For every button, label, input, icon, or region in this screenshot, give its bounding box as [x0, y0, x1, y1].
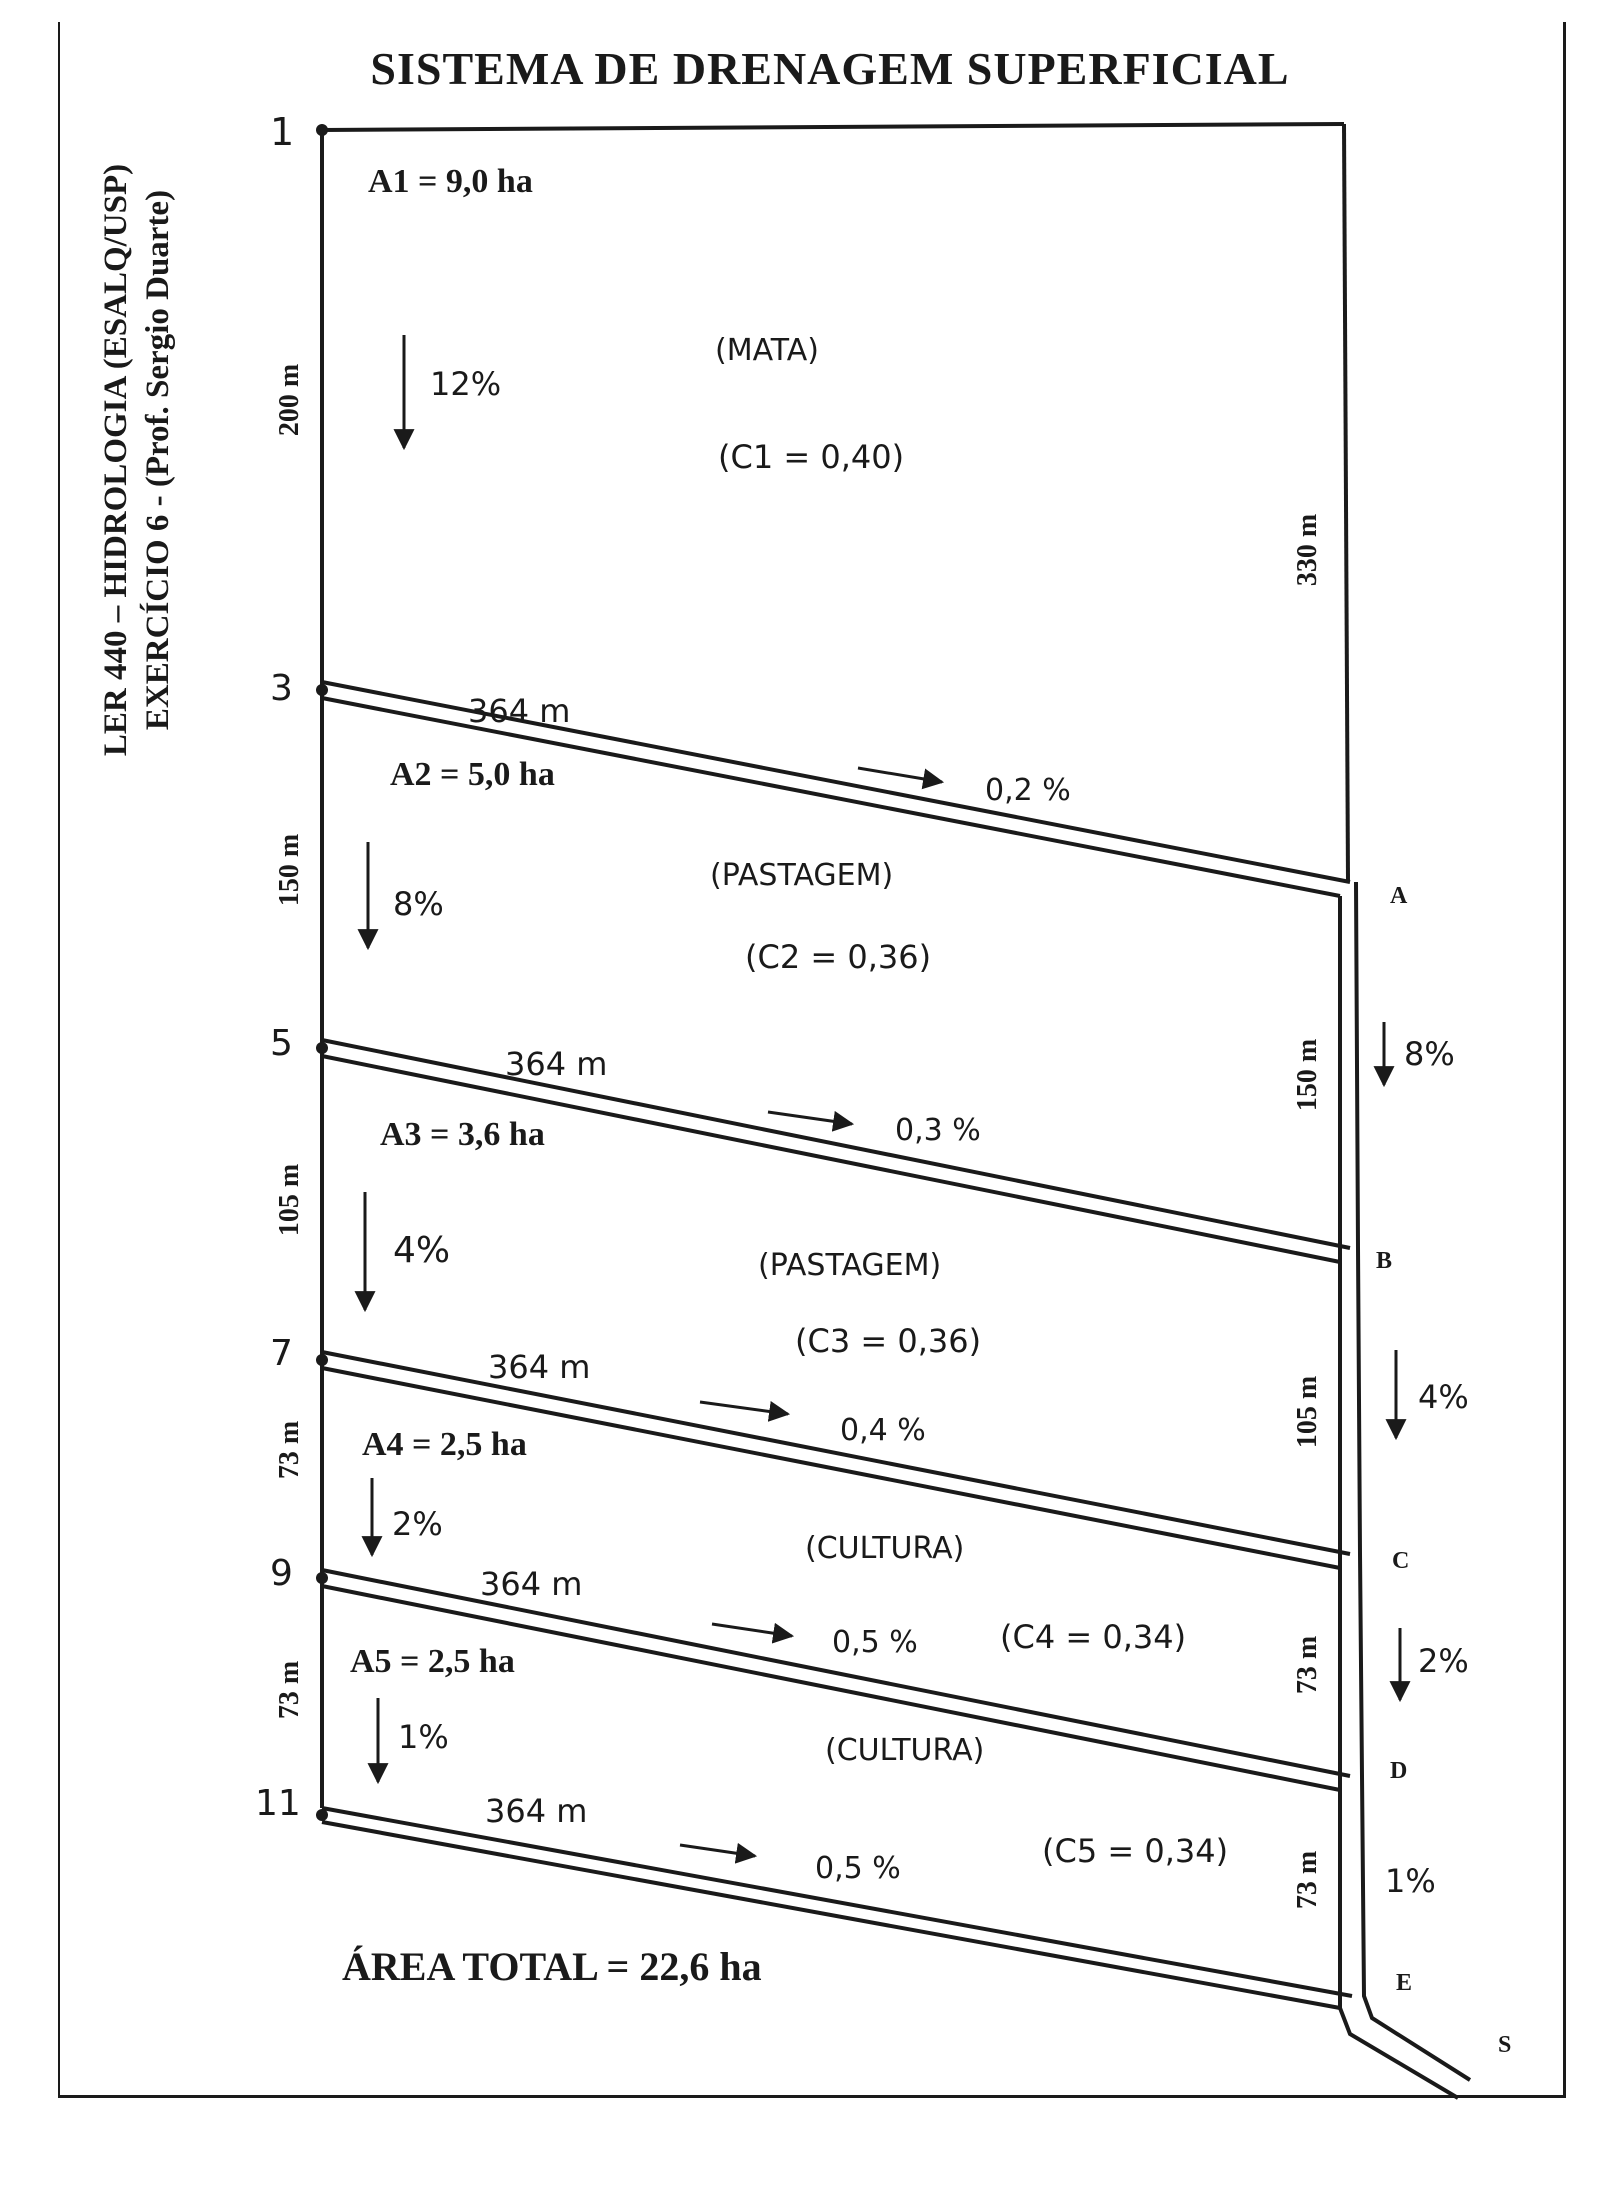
channel-5-length: 364 m [485, 1792, 588, 1830]
node-label-b: B [1376, 1248, 1393, 1274]
area-1-coefficient: (C1 = 0,40) [718, 438, 905, 476]
channel-5-slope: 0,5 % [815, 1851, 901, 1886]
node-label-d: D [1390, 1758, 1408, 1784]
channel-3-flow-arrow [700, 1402, 788, 1414]
node-label-5: 5 [270, 1023, 293, 1064]
channel-2-length: 364 m [505, 1045, 608, 1083]
area-1-slope: 12% [430, 365, 502, 403]
node-label-3: 3 [270, 668, 293, 709]
area-4-coefficient: (C4 = 0,34) [1000, 1618, 1187, 1656]
slope-a-b: 8% [1404, 1035, 1455, 1073]
node-label-9: 9 [270, 1553, 293, 1594]
area-5 [350, 1565, 1228, 1870]
area-1-label: A1 = 9,0 ha [368, 163, 533, 200]
slope-d-e: 1% [1385, 1862, 1436, 1900]
slope-c-d: 2% [1418, 1642, 1469, 1680]
area-3-land-use: (PASTAGEM) [758, 1248, 942, 1283]
area-2-label: A2 = 5,0 ha [390, 756, 555, 793]
area-5-label: A5 = 2,5 ha [350, 1643, 515, 1680]
length-d-e: 73 m [1292, 1850, 1323, 1910]
area-2-slope: 8% [393, 885, 444, 923]
slope-b-c: 4% [1418, 1378, 1469, 1416]
length-c-d: 73 m [1292, 1635, 1323, 1695]
node-dot-11 [316, 1809, 328, 1821]
area-1-land-use: (MATA) [715, 333, 820, 368]
right-lengths [1292, 514, 1323, 1909]
top-boundary [322, 124, 1344, 130]
length-b-c: 105 m [1292, 1375, 1323, 1449]
channel-4-slope: 0,5 % [832, 1625, 918, 1660]
node-dot-3 [316, 684, 328, 696]
channel-1-slope: 0,2 % [985, 773, 1071, 808]
channel-1-flow-arrow [858, 768, 942, 782]
area-4 [362, 1348, 1186, 1656]
area-3-coefficient: (C3 = 0,36) [795, 1322, 982, 1360]
length-right-top: 330 m [1292, 513, 1323, 587]
channel-2-flow-arrow [768, 1112, 852, 1124]
node-label-7: 7 [270, 1333, 293, 1374]
channel-2-slope: 0,3 % [895, 1113, 981, 1148]
length-1-3: 200 m [274, 363, 305, 437]
area-4-label: A4 = 2,5 ha [362, 1426, 527, 1463]
area-5-slope: 1% [398, 1718, 449, 1756]
node-dot-7 [316, 1354, 328, 1366]
channel-3-slope: 0,4 % [840, 1413, 926, 1448]
node-label-a: A [1390, 883, 1408, 909]
node-label-e: E [1396, 1970, 1413, 1996]
total-area: ÁREA TOTAL = 22,6 ha [342, 1944, 762, 1989]
channel-3-length: 364 m [488, 1348, 591, 1386]
length-9-11: 73 m [274, 1660, 305, 1720]
length-7-9: 73 m [274, 1420, 305, 1480]
channel-4-flow-arrow [712, 1624, 792, 1636]
node-label-s: S [1498, 2032, 1512, 2058]
area-5-coefficient: (C5 = 0,34) [1042, 1832, 1229, 1870]
right-boundary [1344, 124, 1348, 882]
node-dot-5 [316, 1042, 328, 1054]
channel-5-annotations [485, 1792, 901, 1886]
channel-1-length: 364 m [468, 692, 571, 730]
node-label-1: 1 [270, 110, 295, 154]
length-5-7: 105 m [274, 1163, 305, 1237]
node-dot-9 [316, 1572, 328, 1584]
area-4-land-use: (CULTURA) [805, 1531, 965, 1566]
area-2 [368, 692, 1071, 976]
channel-4-length: 364 m [480, 1565, 583, 1603]
area-2-coefficient: (C2 = 0,36) [745, 938, 932, 976]
length-a-b: 150 m [1292, 1038, 1323, 1112]
area-3-label: A3 = 3,6 ha [380, 1116, 545, 1153]
node-label-c: C [1392, 1548, 1410, 1574]
exercise-line: EXERCÍCIO 6 - (Prof. Sergio Duarte) [140, 189, 176, 731]
area-4-slope: 2% [392, 1505, 443, 1543]
node-dot-1 [316, 124, 328, 136]
area-3 [365, 1045, 981, 1360]
area-3-slope: 4% [393, 1230, 451, 1271]
area-5-land-use: (CULTURA) [825, 1733, 985, 1768]
area-1 [368, 163, 904, 476]
course-line: LER 440 – HIDROLOGIA (ESALQ/USP) [98, 163, 134, 757]
node-label-11: 11 [255, 1783, 301, 1824]
diagram-title: SISTEMA DE DRENAGEM SUPERFICIAL [370, 43, 1290, 94]
area-2-land-use: (PASTAGEM) [710, 858, 894, 893]
channel-5-flow-arrow [680, 1845, 755, 1856]
length-3-5: 150 m [274, 833, 305, 907]
